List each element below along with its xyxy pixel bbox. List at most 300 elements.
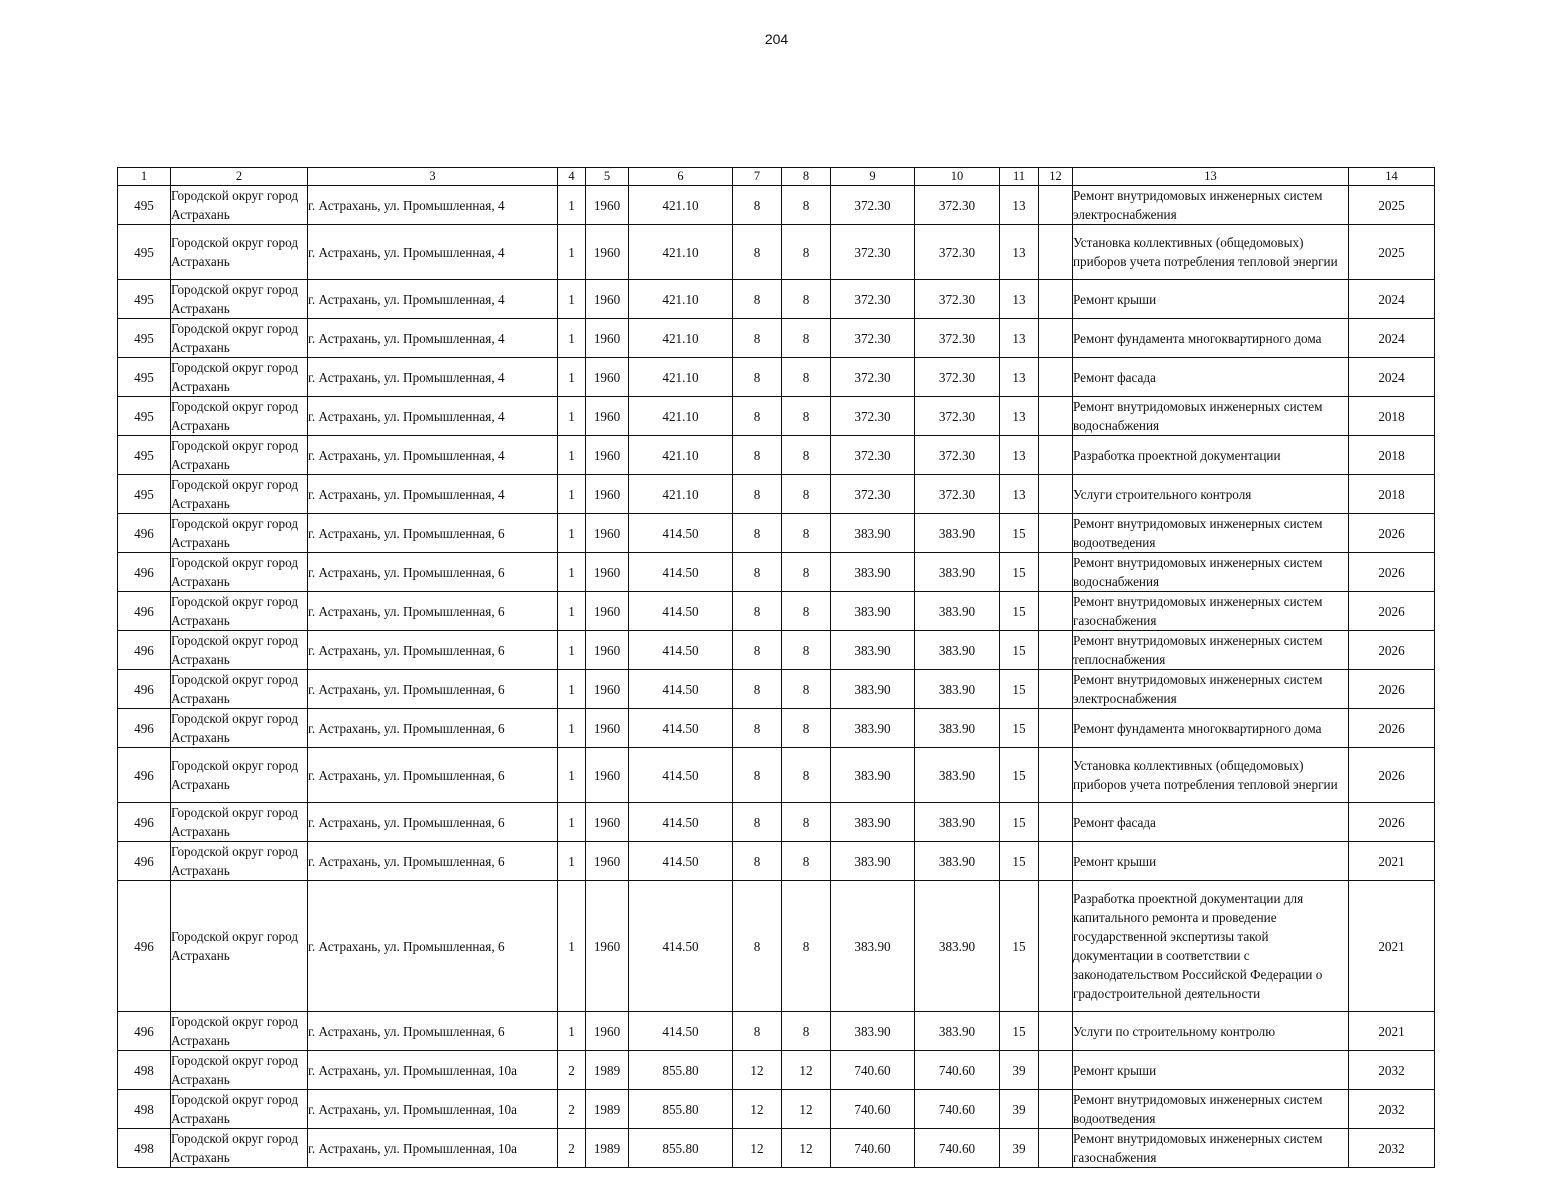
municipality-label: Городской округ город Астрахань: [171, 1014, 299, 1048]
work-type-cell: Ремонт внутридомовых инженерных систем водоотведения: [1073, 514, 1349, 553]
row-number-cell: 496: [118, 748, 171, 803]
municipality-cell: [171, 592, 308, 631]
planned-year-cell: 2018: [1349, 397, 1435, 436]
residential-premises-cell: 12: [782, 1129, 831, 1168]
build-year-cell: 1960: [586, 280, 629, 319]
column-header: 12: [1039, 168, 1073, 186]
table-row: [118, 475, 1435, 514]
apartments-cell: 8: [733, 514, 782, 553]
section-count-cell: 1: [558, 553, 586, 592]
owned-area-cell: 383.90: [915, 553, 1000, 592]
address-cell: г. Астрахань, ул. Промышленная, 4: [308, 397, 558, 436]
residents-cell: 15: [1000, 748, 1039, 803]
municipality-cell: [171, 1129, 308, 1168]
owned-area-cell: 383.90: [915, 631, 1000, 670]
residential-premises-cell: 8: [782, 881, 831, 1012]
note-cell: [1039, 748, 1073, 803]
living-area-cell: 372.30: [831, 436, 915, 475]
note-cell: [1039, 1051, 1073, 1090]
municipality-label: Городской округ город Астрахань: [171, 672, 299, 706]
municipality-label: Городской округ город Астрахань: [171, 633, 299, 667]
note-cell: [1039, 475, 1073, 514]
section-count-cell: 1: [558, 514, 586, 553]
total-area-cell: 421.10: [629, 225, 733, 280]
build-year-cell: 1960: [586, 514, 629, 553]
planned-year-cell: 2025: [1349, 186, 1435, 225]
row-number-cell: 496: [118, 592, 171, 631]
note-cell: [1039, 592, 1073, 631]
municipality-label: Городской округ город Астрахань: [171, 711, 299, 745]
living-area-cell: 740.60: [831, 1090, 915, 1129]
municipality-cell: [171, 748, 308, 803]
work-type-cell: Ремонт фасада: [1073, 803, 1349, 842]
work-type-cell: Ремонт внутридомовых инженерных систем водоснабжения: [1073, 553, 1349, 592]
build-year-cell: 1960: [586, 186, 629, 225]
planned-year-cell: 2024: [1349, 280, 1435, 319]
row-number-cell: 498: [118, 1090, 171, 1129]
planned-year-cell: 2032: [1349, 1129, 1435, 1168]
note-cell: [1039, 709, 1073, 748]
planned-year-cell: 2026: [1349, 592, 1435, 631]
note-cell: [1039, 842, 1073, 881]
build-year-cell: 1960: [586, 319, 629, 358]
address-cell: г. Астрахань, ул. Промышленная, 6: [308, 631, 558, 670]
municipality-label: Городской округ город Астрахань: [171, 1092, 299, 1126]
residential-premises-cell: 8: [782, 748, 831, 803]
residential-premises-cell: 8: [782, 553, 831, 592]
section-count-cell: 2: [558, 1051, 586, 1090]
living-area-cell: 383.90: [831, 553, 915, 592]
table-row: [118, 803, 1435, 842]
note-cell: [1039, 436, 1073, 475]
address-cell: г. Астрахань, ул. Промышленная, 4: [308, 186, 558, 225]
municipality-cell: [171, 1012, 308, 1051]
build-year-cell: 1989: [586, 1051, 629, 1090]
total-area-cell: 414.50: [629, 748, 733, 803]
owned-area-cell: 372.30: [915, 397, 1000, 436]
planned-year-cell: 2026: [1349, 748, 1435, 803]
municipality-cell: [171, 186, 308, 225]
address-cell: г. Астрахань, ул. Промышленная, 10а: [308, 1129, 558, 1168]
living-area-cell: 372.30: [831, 358, 915, 397]
section-count-cell: 1: [558, 280, 586, 319]
planned-year-cell: 2025: [1349, 225, 1435, 280]
total-area-cell: 414.50: [629, 881, 733, 1012]
living-area-cell: 383.90: [831, 881, 915, 1012]
total-area-cell: 421.10: [629, 186, 733, 225]
work-type-cell: Ремонт внутридомовых инженерных систем газоснабжения: [1073, 592, 1349, 631]
row-number-cell: 496: [118, 709, 171, 748]
apartments-cell: 8: [733, 670, 782, 709]
residents-cell: 13: [1000, 186, 1039, 225]
section-count-cell: 1: [558, 748, 586, 803]
municipality-label: Городской округ город Астрахань: [171, 516, 299, 550]
column-header: 2: [171, 168, 308, 186]
row-number-cell: 496: [118, 514, 171, 553]
residential-premises-cell: 8: [782, 842, 831, 881]
table-row: [118, 1090, 1435, 1129]
residential-premises-cell: 8: [782, 436, 831, 475]
owned-area-cell: 383.90: [915, 592, 1000, 631]
owned-area-cell: 383.90: [915, 1012, 1000, 1051]
municipality-cell: [171, 1090, 308, 1129]
row-number-cell: 498: [118, 1129, 171, 1168]
address-cell: г. Астрахань, ул. Промышленная, 4: [308, 280, 558, 319]
note-cell: [1039, 803, 1073, 842]
work-type-cell: Ремонт внутридомовых инженерных систем теплоснабжения: [1073, 631, 1349, 670]
residents-cell: 13: [1000, 358, 1039, 397]
note-cell: [1039, 186, 1073, 225]
living-area-cell: 383.90: [831, 709, 915, 748]
build-year-cell: 1960: [586, 592, 629, 631]
address-cell: г. Астрахань, ул. Промышленная, 6: [308, 553, 558, 592]
residents-cell: 13: [1000, 225, 1039, 280]
table-row: [118, 670, 1435, 709]
note-cell: [1039, 280, 1073, 319]
work-type-cell: Ремонт фундамента многоквартирного дома: [1073, 319, 1349, 358]
residential-premises-cell: 8: [782, 358, 831, 397]
planned-year-cell: 2026: [1349, 670, 1435, 709]
section-count-cell: 1: [558, 358, 586, 397]
planned-year-cell: 2018: [1349, 475, 1435, 514]
owned-area-cell: 383.90: [915, 842, 1000, 881]
residents-cell: 15: [1000, 881, 1039, 1012]
address-cell: г. Астрахань, ул. Промышленная, 6: [308, 748, 558, 803]
apartments-cell: 8: [733, 709, 782, 748]
residents-cell: 13: [1000, 436, 1039, 475]
build-year-cell: 1960: [586, 709, 629, 748]
municipality-cell: [171, 842, 308, 881]
residents-cell: 39: [1000, 1051, 1039, 1090]
work-type-cell: Услуги по строительному контролю: [1073, 1012, 1349, 1051]
section-count-cell: 1: [558, 709, 586, 748]
row-number-cell: 496: [118, 670, 171, 709]
column-header: 4: [558, 168, 586, 186]
owned-area-cell: 383.90: [915, 709, 1000, 748]
table-row: [118, 709, 1435, 748]
note-cell: [1039, 397, 1073, 436]
page-number: 204: [764, 31, 789, 47]
apartments-cell: 12: [733, 1129, 782, 1168]
residential-premises-cell: 8: [782, 709, 831, 748]
address-cell: г. Астрахань, ул. Промышленная, 6: [308, 514, 558, 553]
planned-year-cell: 2021: [1349, 881, 1435, 1012]
note-cell: [1039, 358, 1073, 397]
residents-cell: 15: [1000, 803, 1039, 842]
total-area-cell: 421.10: [629, 475, 733, 514]
apartments-cell: 8: [733, 397, 782, 436]
address-cell: г. Астрахань, ул. Промышленная, 6: [308, 842, 558, 881]
municipality-label: Городской округ город Астрахань: [171, 438, 299, 472]
column-header: 6: [629, 168, 733, 186]
residential-premises-cell: 12: [782, 1051, 831, 1090]
work-type-cell: Установка коллективных (общедомовых) приборов учета потребления тепловой энергии: [1073, 748, 1349, 803]
municipality-cell: [171, 514, 308, 553]
build-year-cell: 1960: [586, 842, 629, 881]
column-header: 13: [1073, 168, 1349, 186]
total-area-cell: 414.50: [629, 803, 733, 842]
address-cell: г. Астрахань, ул. Промышленная, 6: [308, 592, 558, 631]
address-cell: г. Астрахань, ул. Промышленная, 6: [308, 1012, 558, 1051]
residents-cell: 15: [1000, 842, 1039, 881]
living-area-cell: 383.90: [831, 842, 915, 881]
apartments-cell: 8: [733, 553, 782, 592]
note-cell: [1039, 319, 1073, 358]
living-area-cell: 740.60: [831, 1129, 915, 1168]
work-type-cell: Ремонт внутридомовых инженерных систем газоснабжения: [1073, 1129, 1349, 1168]
apartments-cell: 8: [733, 881, 782, 1012]
work-type-cell: Ремонт фундамента многоквартирного дома: [1073, 709, 1349, 748]
planned-year-cell: 2026: [1349, 514, 1435, 553]
address-cell: г. Астрахань, ул. Промышленная, 6: [308, 670, 558, 709]
municipality-label: Городской округ город Астрахань: [171, 188, 299, 222]
residential-premises-cell: 8: [782, 280, 831, 319]
apartments-cell: 8: [733, 436, 782, 475]
residents-cell: 15: [1000, 553, 1039, 592]
build-year-cell: 1960: [586, 631, 629, 670]
total-area-cell: 414.50: [629, 709, 733, 748]
address-cell: г. Астрахань, ул. Промышленная, 6: [308, 803, 558, 842]
column-header: 3: [308, 168, 558, 186]
note-cell: [1039, 1090, 1073, 1129]
work-type-cell: Услуги строительного контроля: [1073, 475, 1349, 514]
apartments-cell: 8: [733, 475, 782, 514]
residents-cell: 13: [1000, 319, 1039, 358]
living-area-cell: 383.90: [831, 592, 915, 631]
owned-area-cell: 740.60: [915, 1129, 1000, 1168]
residents-cell: 13: [1000, 475, 1039, 514]
column-header: 7: [733, 168, 782, 186]
total-area-cell: 855.80: [629, 1051, 733, 1090]
work-type-cell: Ремонт фасада: [1073, 358, 1349, 397]
living-area-cell: 372.30: [831, 397, 915, 436]
planned-year-cell: 2026: [1349, 553, 1435, 592]
row-number-cell: 496: [118, 631, 171, 670]
address-cell: г. Астрахань, ул. Промышленная, 4: [308, 358, 558, 397]
build-year-cell: 1960: [586, 748, 629, 803]
section-count-cell: 1: [558, 803, 586, 842]
row-number-cell: 496: [118, 803, 171, 842]
living-area-cell: 383.90: [831, 631, 915, 670]
living-area-cell: 372.30: [831, 225, 915, 280]
owned-area-cell: 372.30: [915, 186, 1000, 225]
municipality-label: Городской округ город Астрахань: [171, 758, 299, 792]
planned-year-cell: 2032: [1349, 1051, 1435, 1090]
municipality-label: Городской округ город Астрахань: [171, 555, 299, 589]
municipality-cell: [171, 436, 308, 475]
residential-premises-cell: 8: [782, 592, 831, 631]
build-year-cell: 1989: [586, 1129, 629, 1168]
row-number-cell: 495: [118, 397, 171, 436]
total-area-cell: 421.10: [629, 358, 733, 397]
planned-year-cell: 2026: [1349, 631, 1435, 670]
municipality-label: Городской округ город Астрахань: [171, 594, 299, 628]
residential-premises-cell: 8: [782, 514, 831, 553]
total-area-cell: 855.80: [629, 1090, 733, 1129]
address-cell: г. Астрахань, ул. Промышленная, 10а: [308, 1090, 558, 1129]
residential-premises-cell: 8: [782, 186, 831, 225]
table-row: [118, 553, 1435, 592]
residential-premises-cell: 8: [782, 475, 831, 514]
address-cell: г. Астрахань, ул. Промышленная, 4: [308, 436, 558, 475]
owned-area-cell: 383.90: [915, 670, 1000, 709]
apartments-cell: 8: [733, 358, 782, 397]
living-area-cell: 383.90: [831, 1012, 915, 1051]
apartments-cell: 8: [733, 186, 782, 225]
note-cell: [1039, 514, 1073, 553]
note-cell: [1039, 881, 1073, 1012]
residents-cell: 13: [1000, 397, 1039, 436]
municipality-label: Городской округ город Астрахань: [171, 929, 299, 963]
planned-year-cell: 2024: [1349, 319, 1435, 358]
municipality-cell: [171, 225, 308, 280]
table-row: [118, 319, 1435, 358]
municipality-label: Городской округ город Астрахань: [171, 399, 299, 433]
note-cell: [1039, 1129, 1073, 1168]
apartments-cell: 8: [733, 592, 782, 631]
municipality-label: Городской округ город Астрахань: [171, 360, 299, 394]
living-area-cell: 372.30: [831, 475, 915, 514]
build-year-cell: 1989: [586, 1090, 629, 1129]
apartments-cell: 8: [733, 225, 782, 280]
address-cell: г. Астрахань, ул. Промышленная, 4: [308, 225, 558, 280]
owned-area-cell: 372.30: [915, 358, 1000, 397]
planned-year-cell: 2024: [1349, 358, 1435, 397]
column-header: 5: [586, 168, 629, 186]
column-header: 14: [1349, 168, 1435, 186]
residential-premises-cell: 8: [782, 803, 831, 842]
note-cell: [1039, 670, 1073, 709]
living-area-cell: 372.30: [831, 319, 915, 358]
address-cell: г. Астрахань, ул. Промышленная, 10а: [308, 1051, 558, 1090]
column-header: 10: [915, 168, 1000, 186]
row-number-cell: 496: [118, 553, 171, 592]
row-number-cell: 495: [118, 186, 171, 225]
municipality-label: Городской округ город Астрахань: [171, 844, 299, 878]
build-year-cell: 1960: [586, 358, 629, 397]
table-row: [118, 592, 1435, 631]
municipality-cell: [171, 553, 308, 592]
row-number-cell: 496: [118, 881, 171, 1012]
municipality-cell: [171, 881, 308, 1012]
planned-year-cell: 2026: [1349, 803, 1435, 842]
section-count-cell: 2: [558, 1129, 586, 1168]
work-type-cell: Ремонт внутридомовых инженерных систем электроснабжения: [1073, 670, 1349, 709]
column-header: 8: [782, 168, 831, 186]
table-row: [118, 1129, 1435, 1168]
total-area-cell: 414.50: [629, 842, 733, 881]
work-type-cell: Ремонт крыши: [1073, 842, 1349, 881]
table-row: [118, 225, 1435, 280]
apartments-cell: 8: [733, 280, 782, 319]
owned-area-cell: 372.30: [915, 280, 1000, 319]
table-row: [118, 631, 1435, 670]
section-count-cell: 1: [558, 842, 586, 881]
row-number-cell: 495: [118, 225, 171, 280]
work-type-cell: Ремонт внутридомовых инженерных систем электроснабжения: [1073, 186, 1349, 225]
municipality-cell: [171, 397, 308, 436]
municipality-cell: [171, 803, 308, 842]
residential-premises-cell: 8: [782, 225, 831, 280]
apartments-cell: 8: [733, 631, 782, 670]
table-row: [118, 358, 1435, 397]
table-row: [118, 842, 1435, 881]
owned-area-cell: 372.30: [915, 436, 1000, 475]
row-number-cell: 496: [118, 1012, 171, 1051]
residential-premises-cell: 8: [782, 1012, 831, 1051]
section-count-cell: 1: [558, 1012, 586, 1051]
table-row: [118, 514, 1435, 553]
municipality-label: Городской округ город Астрахань: [171, 477, 299, 511]
total-area-cell: 414.50: [629, 1012, 733, 1051]
build-year-cell: 1960: [586, 436, 629, 475]
residential-premises-cell: 8: [782, 319, 831, 358]
work-type-cell: Разработка проектной документации: [1073, 436, 1349, 475]
row-number-cell: 495: [118, 280, 171, 319]
living-area-cell: 383.90: [831, 748, 915, 803]
section-count-cell: 1: [558, 225, 586, 280]
total-area-cell: 421.10: [629, 436, 733, 475]
living-area-cell: 372.30: [831, 280, 915, 319]
note-cell: [1039, 1012, 1073, 1051]
build-year-cell: 1960: [586, 397, 629, 436]
residents-cell: 15: [1000, 514, 1039, 553]
residents-cell: 15: [1000, 1012, 1039, 1051]
municipality-label: Городской округ город Астрахань: [171, 1053, 299, 1087]
owned-area-cell: 740.60: [915, 1051, 1000, 1090]
note-cell: [1039, 225, 1073, 280]
living-area-cell: 372.30: [831, 186, 915, 225]
apartments-cell: 8: [733, 1012, 782, 1051]
residents-cell: 15: [1000, 592, 1039, 631]
living-area-cell: 740.60: [831, 1051, 915, 1090]
total-area-cell: 421.10: [629, 319, 733, 358]
build-year-cell: 1960: [586, 225, 629, 280]
municipality-cell: [171, 709, 308, 748]
municipality-label: Городской округ город Астрахань: [171, 805, 299, 839]
residents-cell: 13: [1000, 280, 1039, 319]
residents-cell: 39: [1000, 1129, 1039, 1168]
work-type-cell: Ремонт внутридомовых инженерных систем водоотведения: [1073, 1090, 1349, 1129]
table-row: [118, 397, 1435, 436]
capital-repair-table: [117, 167, 1435, 1168]
table-row: [118, 280, 1435, 319]
residents-cell: 15: [1000, 709, 1039, 748]
address-cell: г. Астрахань, ул. Промышленная, 4: [308, 319, 558, 358]
column-header: 9: [831, 168, 915, 186]
total-area-cell: 414.50: [629, 514, 733, 553]
row-number-cell: 496: [118, 842, 171, 881]
table-row: [118, 1012, 1435, 1051]
planned-year-cell: 2021: [1349, 842, 1435, 881]
apartments-cell: 12: [733, 1090, 782, 1129]
row-number-cell: 495: [118, 475, 171, 514]
row-number-cell: 495: [118, 436, 171, 475]
section-count-cell: 1: [558, 670, 586, 709]
address-cell: г. Астрахань, ул. Промышленная, 6: [308, 709, 558, 748]
total-area-cell: 414.50: [629, 553, 733, 592]
owned-area-cell: 372.30: [915, 225, 1000, 280]
total-area-cell: 414.50: [629, 670, 733, 709]
apartments-cell: 8: [733, 842, 782, 881]
build-year-cell: 1960: [586, 553, 629, 592]
municipality-cell: [171, 358, 308, 397]
residents-cell: 15: [1000, 670, 1039, 709]
table-row: [118, 748, 1435, 803]
section-count-cell: 1: [558, 631, 586, 670]
header-row: [118, 168, 1435, 186]
apartments-cell: 8: [733, 748, 782, 803]
